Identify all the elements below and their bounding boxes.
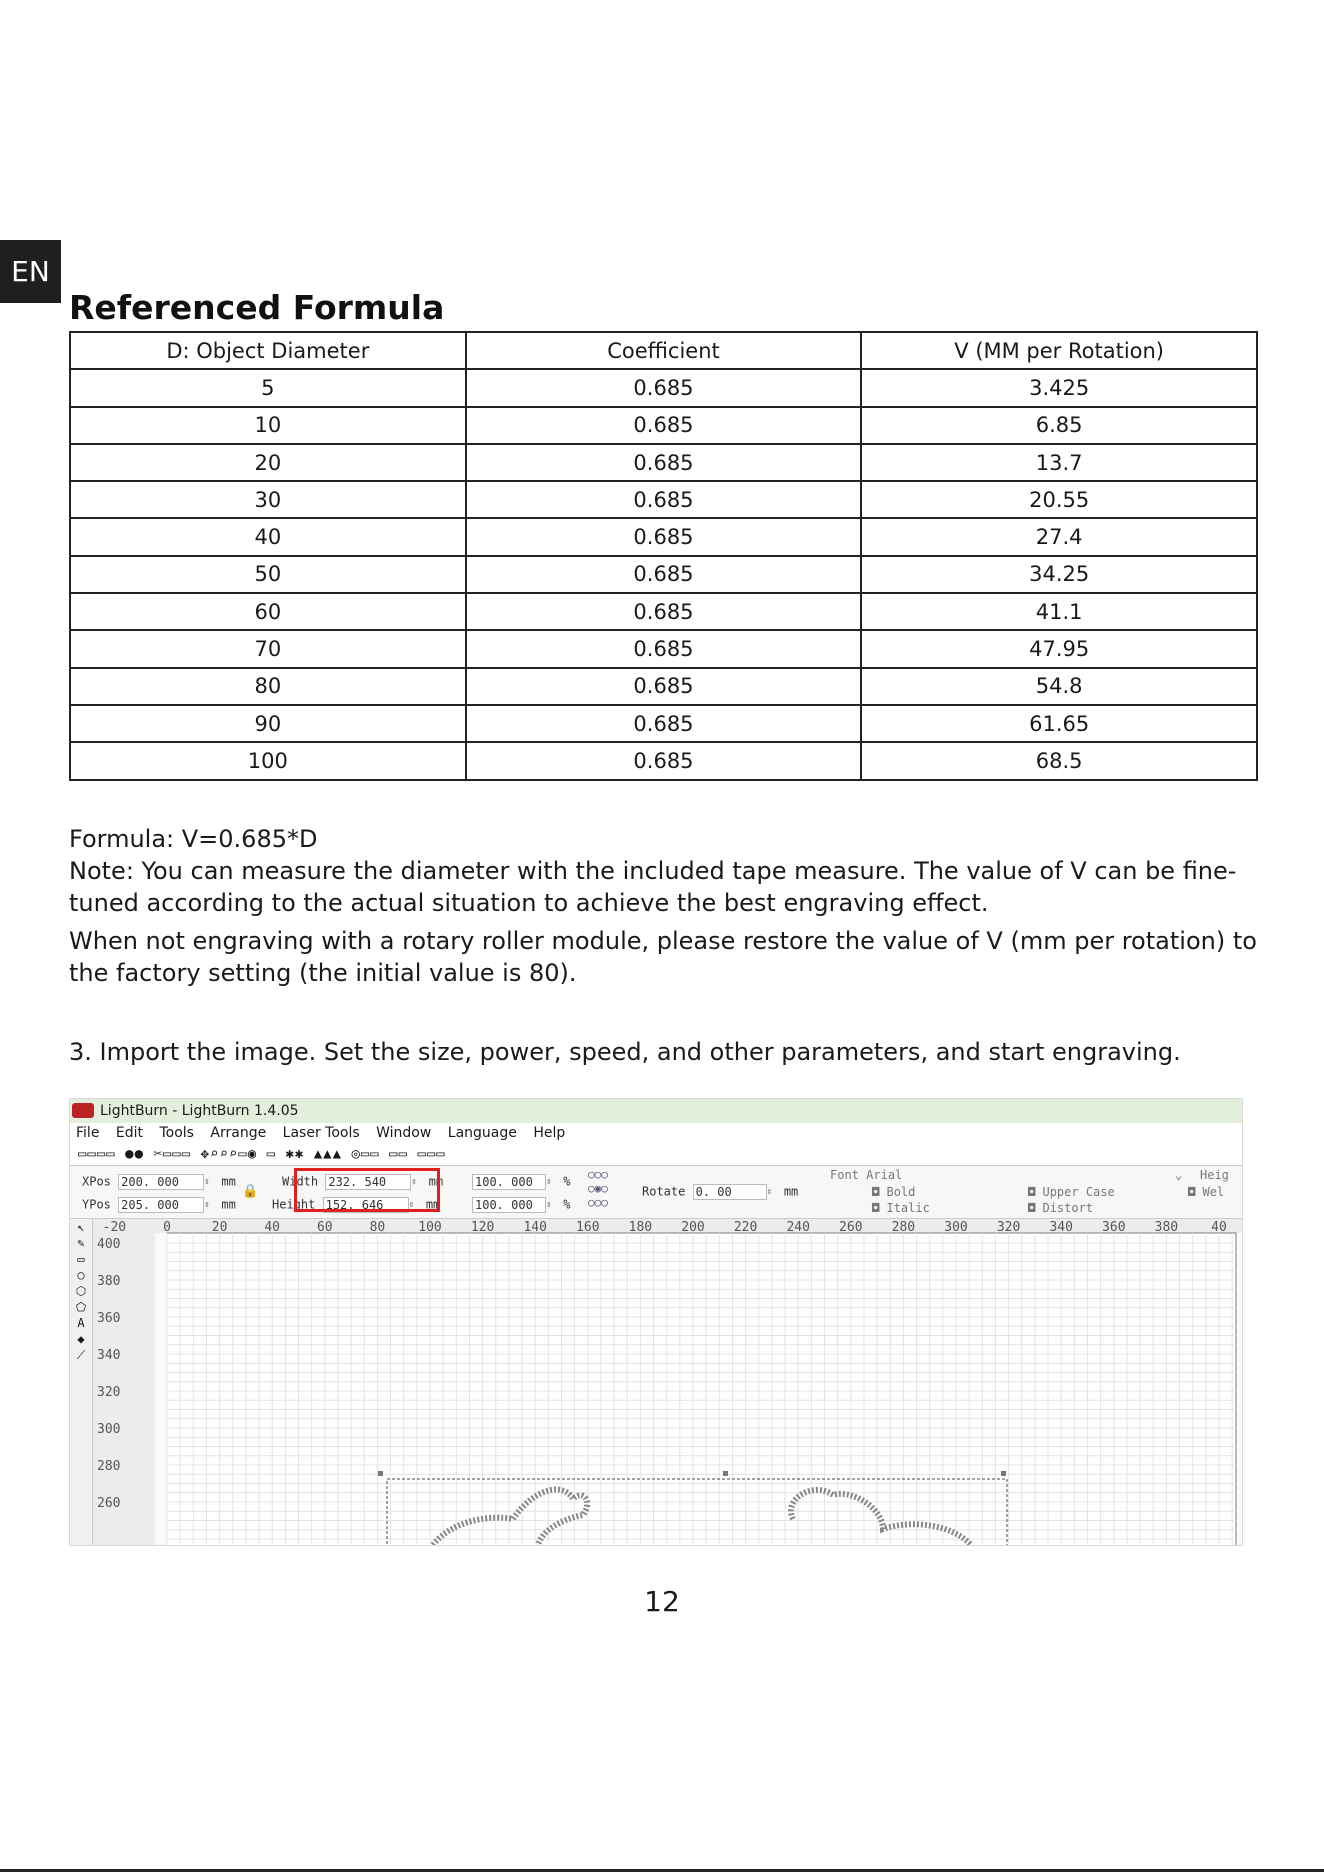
table-cell: 6.85	[861, 407, 1257, 444]
weld-toggle-icon[interactable]: ◘	[1188, 1185, 1196, 1199]
lock-icon[interactable]: 🔒	[242, 1184, 259, 1199]
table-cell: 10	[70, 407, 466, 444]
menu-tools[interactable]: Tools	[159, 1125, 194, 1141]
height-label: Height	[272, 1197, 316, 1212]
page-number: 12	[644, 1585, 680, 1618]
bold-label: Bold	[886, 1185, 916, 1199]
scale-height-spinner-icon[interactable]: ⇳	[546, 1200, 552, 1210]
table-cell: 0.685	[466, 630, 862, 667]
text-tool-icon[interactable]: A	[77, 1316, 85, 1330]
x-ruler-label: 40	[1211, 1220, 1227, 1235]
y-ruler-label: 400	[97, 1237, 121, 1252]
section-title: Referenced Formula	[69, 288, 445, 327]
table-cell: 40	[70, 518, 466, 555]
font-label: Font	[830, 1168, 859, 1182]
table-cell: 47.95	[861, 630, 1257, 667]
table-cell: 0.685	[466, 593, 862, 630]
xpos-spinner-icon[interactable]: ⇳	[204, 1177, 210, 1187]
width-unit: mm	[428, 1174, 444, 1189]
formula-line: Formula: V=0.685*D	[69, 825, 318, 853]
rotate-input[interactable]: 0. 00	[693, 1184, 767, 1200]
table-row	[70, 369, 1257, 406]
offset-tool-icon[interactable]: ⬠	[75, 1300, 87, 1314]
font-dropdown-chevron-icon[interactable]: ⌄	[1175, 1168, 1183, 1182]
table-cell: 13.7	[861, 444, 1257, 481]
y-ruler-label: 260	[97, 1496, 121, 1511]
workspace-canvas[interactable]	[93, 1219, 1242, 1545]
menu-bar	[70, 1123, 1242, 1143]
anchor-grid-icon[interactable]: ○○○ ○◉○ ○○○	[588, 1168, 608, 1209]
table-row	[70, 481, 1257, 518]
scale-width-input[interactable]: 100. 000	[472, 1174, 546, 1190]
table-cell: 3.425	[861, 369, 1257, 406]
menu-window[interactable]: Window	[376, 1125, 432, 1141]
italic-toggle-icon[interactable]: ◘	[872, 1201, 880, 1215]
width-spinner-icon[interactable]: ⇳	[411, 1177, 417, 1187]
window-title: LightBurn - LightBurn 1.4.05	[100, 1103, 299, 1119]
table-row	[70, 668, 1257, 705]
menu-arrange[interactable]: Arrange	[210, 1125, 267, 1141]
width-label: Width	[282, 1174, 319, 1189]
x-ruler-label: 120	[470, 1220, 495, 1235]
position-laser-icon[interactable]: ◆	[77, 1332, 85, 1346]
table-body	[70, 369, 1257, 779]
x-ruler-label: 320	[996, 1220, 1021, 1235]
table-row	[70, 518, 1257, 555]
y-ruler-label: 320	[97, 1385, 121, 1400]
y-ruler-label: 340	[97, 1348, 121, 1363]
rectangle-tool-icon[interactable]: ▭	[77, 1252, 85, 1266]
menu-help[interactable]: Help	[533, 1125, 566, 1141]
table-cell: 90	[70, 705, 466, 742]
window-titlebar	[70, 1099, 1242, 1123]
upper-case-toggle-icon[interactable]: ◘	[1028, 1185, 1036, 1199]
lightburn-screenshot	[69, 1098, 1243, 1546]
x-ruler-label: 160	[576, 1220, 600, 1235]
tool-icons[interactable]: ●● ✂▭▭▭ ✥⌕⌕⌕▭◉ ▭ ✱✱ ▲▲▲ ◎▭▭ ▭▭ ▭▭▭	[125, 1146, 446, 1162]
table-cell: 20.55	[861, 481, 1257, 518]
scale-height-input[interactable]: 100. 000	[472, 1197, 546, 1213]
table-row	[70, 556, 1257, 593]
table-cell: 0.685	[466, 705, 862, 742]
x-ruler-label: 220	[733, 1220, 758, 1235]
table-row	[70, 593, 1257, 630]
ypos-spinner-icon[interactable]: ⇳	[204, 1200, 210, 1210]
table-cell: 20	[70, 444, 466, 481]
table-cell: 0.685	[466, 556, 862, 593]
xpos-input[interactable]: 200. 000	[118, 1174, 204, 1190]
x-ruler-label: 80	[369, 1220, 386, 1235]
rotate-spinner-icon[interactable]: ⇳	[766, 1187, 773, 1197]
weld-label: Wel	[1202, 1185, 1225, 1199]
table-cell: 0.685	[466, 742, 862, 779]
table-cell: 27.4	[861, 518, 1257, 555]
table-cell: 50	[70, 556, 466, 593]
polygon-tool-icon[interactable]: ⬡	[75, 1284, 87, 1298]
table-cell: 60	[70, 593, 466, 630]
table-cell: 5	[70, 369, 466, 406]
x-ruler-label: 240	[786, 1220, 810, 1235]
table-cell: 0.685	[466, 668, 862, 705]
table-cell: 68.5	[861, 742, 1257, 779]
table-row	[70, 630, 1257, 667]
menu-edit[interactable]: Edit	[115, 1125, 144, 1141]
width-input[interactable]: 232. 540	[325, 1174, 411, 1190]
x-ruler-label: 180	[628, 1220, 653, 1235]
table-cell: 100	[70, 742, 466, 779]
height-spinner-icon[interactable]: ⇳	[408, 1200, 415, 1210]
x-ruler-label: 260	[839, 1220, 863, 1235]
file-tools-icon[interactable]: ▭▭▭▭	[78, 1146, 116, 1162]
x-ruler-label: 0	[163, 1220, 171, 1235]
table-header-cell: Coefficient	[466, 332, 862, 369]
text-height-label: Heig	[1200, 1168, 1229, 1182]
select-tool-icon[interactable]: ↖	[77, 1220, 85, 1234]
y-ruler-label: 300	[97, 1422, 121, 1437]
x-ruler-label: 300	[944, 1220, 968, 1235]
x-ruler-label: 100	[418, 1220, 442, 1235]
lightburn-logo-icon	[72, 1103, 94, 1118]
main-toolbar	[70, 1143, 1242, 1166]
menu-file[interactable]: File	[76, 1125, 100, 1141]
table-row	[70, 444, 1257, 481]
table-cell: 30	[70, 481, 466, 518]
x-ruler-label: 360	[1102, 1220, 1126, 1235]
table-header-cell: D: Object Diameter	[70, 332, 466, 369]
height-unit: mm	[425, 1197, 441, 1212]
x-ruler-label: 60	[316, 1220, 333, 1235]
font-select[interactable]: Arial	[866, 1168, 903, 1182]
menu-language[interactable]: Language	[447, 1125, 517, 1141]
distort-toggle-icon[interactable]: ◘	[1028, 1201, 1036, 1215]
table-row	[70, 742, 1257, 779]
note-line: Note: You can measure the diameter with the included tape measure. The value of V can be fine-tuned according to the actual situation to achieve the best engraving effect.	[69, 857, 1237, 917]
formula-table	[69, 331, 1258, 781]
upper-case-label: Upper Case	[1042, 1185, 1115, 1199]
xpos-label: XPos	[82, 1174, 111, 1189]
scale-width-spinner-icon[interactable]: ⇳	[546, 1177, 552, 1187]
table-cell: 0.685	[466, 518, 862, 555]
table-cell: 0.685	[466, 481, 862, 518]
bold-toggle-icon[interactable]: ◘	[872, 1185, 880, 1199]
table-cell: 61.65	[861, 705, 1257, 742]
y-ruler-label: 360	[97, 1311, 121, 1326]
x-ruler-label: 40	[264, 1220, 281, 1235]
x-ruler-label: 20	[211, 1220, 228, 1235]
ellipse-tool-icon[interactable]: ○	[77, 1268, 85, 1282]
italic-label: Italic	[886, 1201, 930, 1215]
scale-height-percent: %	[563, 1197, 571, 1212]
x-ruler-label: 200	[681, 1220, 705, 1235]
x-ruler-label: 140	[523, 1220, 547, 1235]
distort-label: Distort	[1042, 1201, 1094, 1215]
language-badge: EN	[0, 240, 61, 303]
table-header-cell: V (MM per Rotation)	[861, 332, 1257, 369]
table-cell: 0.685	[466, 369, 862, 406]
xpos-unit: mm	[221, 1174, 236, 1189]
table-cell: 34.25	[861, 556, 1257, 593]
x-ruler-label: 340	[1049, 1220, 1073, 1235]
table-cell: 70	[70, 630, 466, 667]
rotate-unit: mm	[783, 1184, 799, 1199]
table-cell: 0.685	[466, 444, 862, 481]
scale-width-percent: %	[563, 1174, 571, 1189]
y-ruler-label: 380	[97, 1274, 121, 1289]
x-ruler-label: -20	[102, 1220, 127, 1235]
measure-tool-icon[interactable]: ⟋	[76, 1348, 86, 1362]
table-cell: 54.8	[861, 668, 1257, 705]
table-cell: 0.685	[466, 407, 862, 444]
table-row	[70, 407, 1257, 444]
x-ruler-label: 280	[891, 1220, 916, 1235]
x-ruler-label: 380	[1154, 1220, 1179, 1235]
table-cell: 80	[70, 668, 466, 705]
workspace-grid	[93, 1219, 1242, 1545]
ypos-label: YPos	[82, 1197, 111, 1212]
left-tool-palette	[70, 1219, 93, 1545]
table-header-row	[70, 332, 1257, 369]
font-panel	[830, 1166, 1242, 1218]
edit-nodes-icon[interactable]: ✎	[77, 1236, 85, 1250]
size-highlight-box	[294, 1168, 440, 1212]
ypos-unit: mm	[221, 1197, 236, 1212]
table-cell: 41.1	[861, 593, 1257, 630]
menu-laser-tools[interactable]: Laser Tools	[282, 1125, 360, 1141]
rotate-label: Rotate	[642, 1184, 686, 1199]
restore-line: When not engraving with a rotary roller module, please restore the value of V (mm per rotation) to the factory setting (the initial value is 80).	[69, 927, 1257, 987]
step-3-text: 3. Import the image. Set the size, power, speed, and other parameters, and start engraving.	[69, 1038, 1181, 1066]
y-ruler-label: 280	[97, 1459, 121, 1474]
table-row	[70, 705, 1257, 742]
ypos-input[interactable]: 205. 000	[118, 1197, 204, 1213]
height-input[interactable]: 152. 646	[323, 1197, 409, 1213]
numeric-edits-bar	[70, 1166, 1242, 1219]
